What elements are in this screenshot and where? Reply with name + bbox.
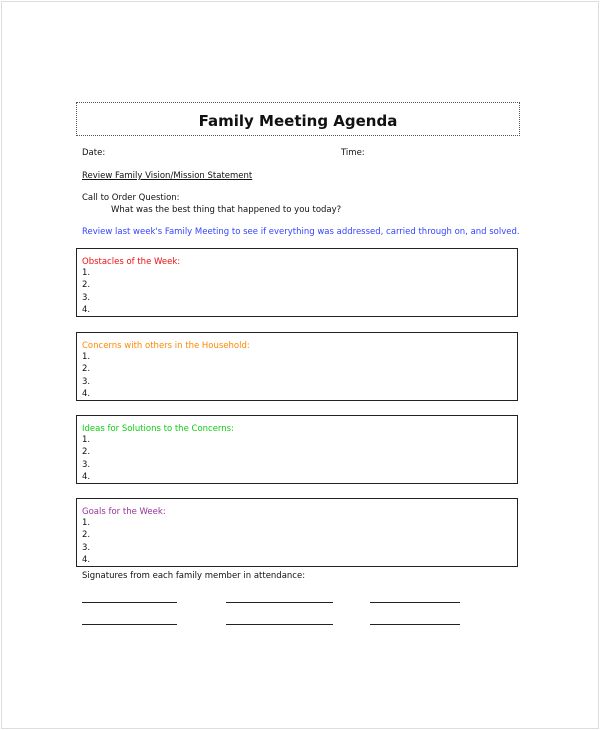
agenda-section-box: [76, 332, 518, 401]
list-item[interactable]: 1.: [82, 268, 91, 278]
review-last-week: Review last week's Family Meeting to see if everything was addressed, carried through on, and solved.: [82, 227, 520, 237]
call-question: What was the best thing that happened to you today?: [111, 205, 342, 215]
agenda-section-box: [76, 248, 518, 317]
signature-line[interactable]: [226, 624, 333, 625]
agenda-section-box: [76, 498, 518, 567]
list-item[interactable]: 1.: [82, 435, 91, 445]
signature-line[interactable]: [82, 602, 177, 603]
signature-line[interactable]: [370, 602, 460, 603]
list-item[interactable]: 1.: [82, 352, 91, 362]
section-heading: Concerns with others in the Household:: [82, 341, 250, 351]
section-heading: Obstacles of the Week:: [82, 257, 181, 267]
list-item[interactable]: 3.: [82, 459, 91, 470]
signature-line[interactable]: [226, 602, 333, 603]
list-item[interactable]: 3.: [82, 542, 91, 553]
call-to-order: Call to Order Question:: [82, 193, 180, 203]
list-item[interactable]: 4.: [82, 471, 91, 482]
list-item[interactable]: 3.: [82, 376, 91, 387]
date-label: Date:: [82, 148, 106, 158]
list-item[interactable]: 4.: [82, 388, 91, 399]
section-heading: Goals for the Week:: [82, 507, 166, 517]
list-item[interactable]: 2.: [82, 280, 91, 291]
review-vision: Review Family Vision/Mission Statement: [82, 171, 253, 181]
list-item[interactable]: 2.: [82, 447, 91, 458]
list-item[interactable]: 4.: [82, 554, 91, 565]
signature-line[interactable]: [370, 624, 460, 625]
page-title: Family Meeting Agenda: [76, 102, 520, 136]
list-item[interactable]: 1.: [82, 518, 91, 528]
signatures-label: Signatures from each family member in attendance:: [82, 571, 306, 581]
list-item[interactable]: 2.: [82, 530, 91, 541]
section-heading: Ideas for Solutions to the Concerns:: [82, 424, 234, 434]
signature-line[interactable]: [82, 624, 177, 625]
list-item[interactable]: 2.: [82, 364, 91, 375]
time-label: Time:: [341, 148, 365, 158]
list-item[interactable]: 4.: [82, 304, 91, 315]
list-item[interactable]: 3.: [82, 292, 91, 303]
agenda-section-box: [76, 415, 518, 484]
